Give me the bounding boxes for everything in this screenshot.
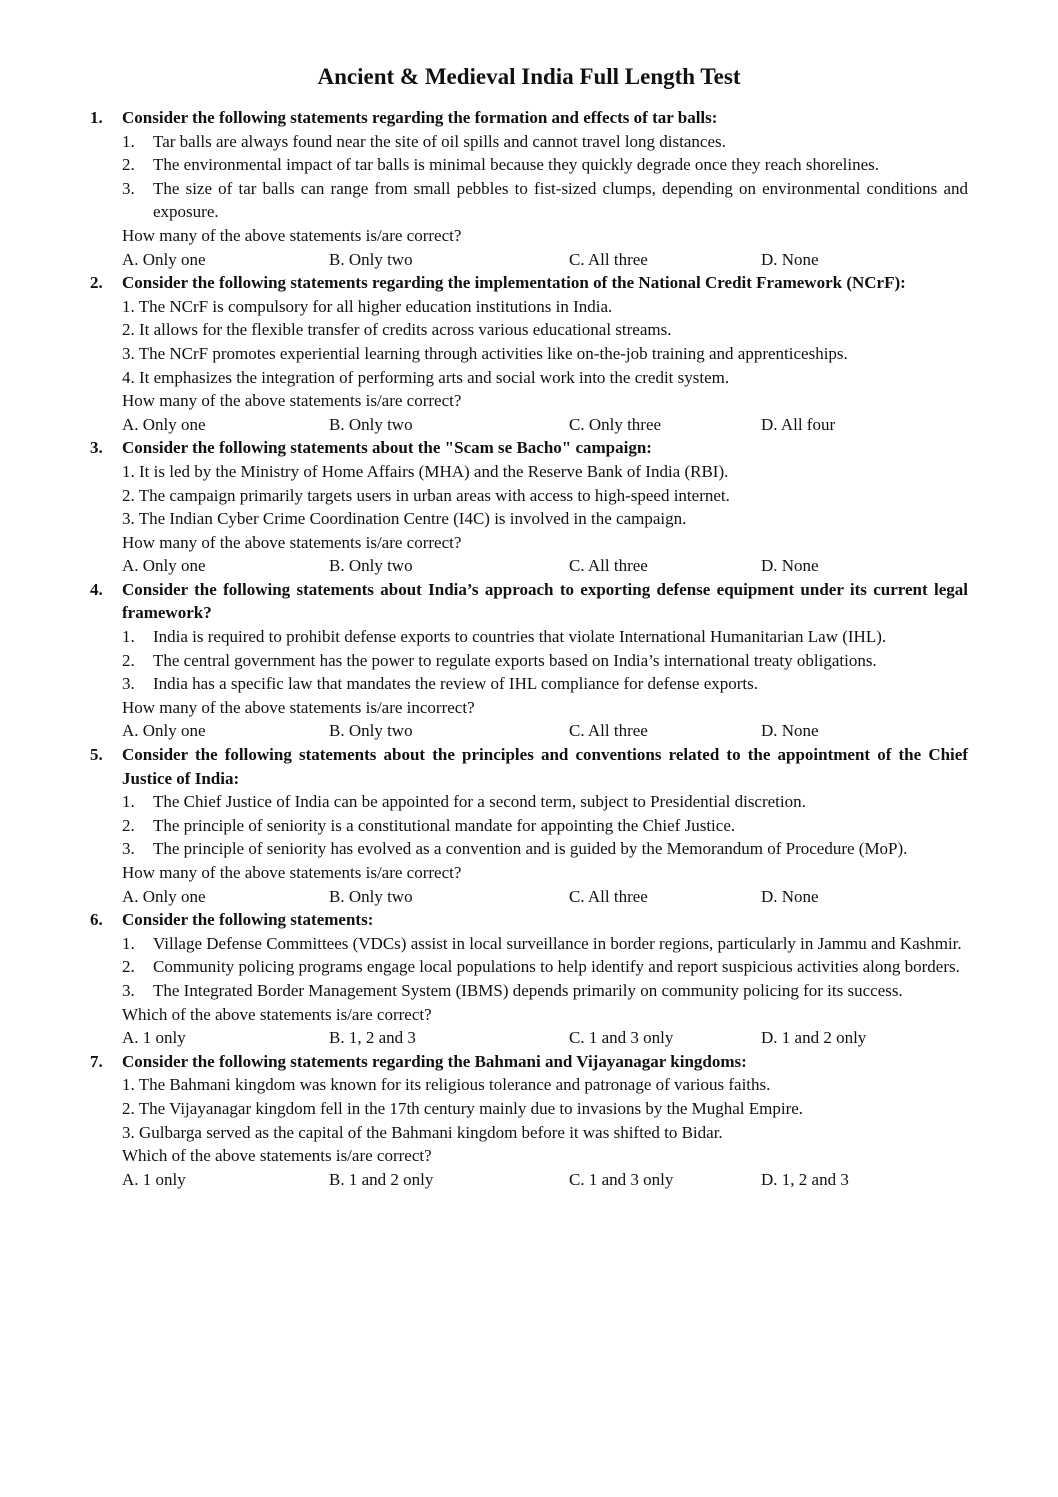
statement-text: It emphasizes the integration of performing arts and social work into the credit system. [139, 367, 730, 387]
statement-number: 2. [122, 650, 135, 670]
question [90, 578, 968, 743]
question-list [90, 106, 968, 1191]
statement [122, 649, 968, 673]
option: A. Only one [122, 886, 206, 906]
option: C. 1 and 3 only [569, 1169, 674, 1189]
question-stem: Consider the following statements regarding the Bahmani and Vijayanagar kingdoms: [122, 1051, 747, 1071]
statement-number: 3. [122, 343, 135, 363]
question-stem-row [90, 1050, 968, 1074]
option: A. Only one [122, 249, 206, 269]
question [90, 106, 968, 271]
question-stem-row [90, 106, 968, 130]
statement-text: Village Defense Committees (VDCs) assist in local surveillance in border regions, particularly in Jammu and Kashmir. [153, 933, 962, 953]
statement-number: 3. [122, 674, 135, 694]
statement-number: 1. [122, 1075, 135, 1095]
option: D. None [761, 249, 819, 269]
question-prompt: How many of the above statements is/are correct? [122, 532, 462, 552]
question [90, 908, 968, 1050]
option: D. None [761, 886, 819, 906]
question-prompt: How many of the above statements is/are correct? [122, 863, 462, 882]
option: A. 1 only [122, 1169, 186, 1189]
statement-number: 2. [122, 1098, 135, 1118]
statement-number: 3. [122, 178, 135, 198]
option: D. All four [761, 414, 836, 434]
option: A. Only one [122, 721, 206, 741]
statement [122, 366, 968, 390]
question-number: 6. [90, 910, 103, 930]
options-row [122, 554, 968, 578]
question [90, 271, 968, 436]
statement [122, 955, 968, 979]
question-stem: Consider the following statements: [122, 910, 374, 930]
statement [122, 1073, 968, 1097]
statement [122, 177, 968, 224]
statement-text: The Indian Cyber Crime Coordination Centre (I4C) is involved in the campaign. [138, 509, 687, 529]
option: A. 1 only [122, 1028, 186, 1048]
question [90, 436, 968, 578]
question-stem: Consider the following statements about India’s approach to exporting defense equipment under its current legal framework? [122, 579, 968, 623]
options-row [122, 248, 968, 272]
statement-text: India is required to prohibit defense exports to countries that violate International Humanitarian Law (IHL). [153, 627, 887, 647]
option: B. Only two [329, 556, 413, 576]
options-row [122, 719, 968, 743]
question-number: 1. [90, 108, 103, 127]
question-number: 7. [90, 1051, 103, 1071]
option: B. Only two [329, 414, 413, 434]
statement [122, 1097, 968, 1121]
statement [122, 979, 968, 1003]
statement-text: It allows for the flexible transfer of credits across various educational streams. [139, 320, 672, 340]
statement-number: 1. [122, 627, 135, 647]
options-row [122, 1168, 968, 1192]
statement-text: India has a specific law that mandates the review of IHL compliance for defense exports. [153, 674, 758, 694]
option: B. 1 and 2 only [329, 1169, 434, 1189]
option: C. All three [569, 249, 648, 269]
options-row [122, 885, 968, 909]
option: C. All three [569, 556, 648, 576]
statement [122, 932, 968, 956]
statement-number: 3. [122, 1122, 135, 1142]
statement-text: The principle of seniority is a constitutional mandate for appointing the Chief Justice. [153, 815, 736, 835]
statement-number: 3. [122, 509, 135, 529]
statement [122, 837, 968, 861]
question-number: 5. [90, 745, 103, 765]
option: C. All three [569, 886, 648, 906]
option: B. Only two [329, 249, 413, 269]
statement [122, 507, 968, 531]
question-prompt: Which of the above statements is/are correct? [122, 1004, 432, 1024]
statement-text: The Integrated Border Management System (IBMS) depends primarily on community policing for its success. [153, 980, 903, 1000]
statement-text: Community policing programs engage local populations to help identify and report suspicious activities along borders. [153, 957, 960, 977]
statement-text: Gulbarga served as the capital of the Bahmani kingdom before it was shifted to Bidar. [139, 1122, 723, 1142]
statement-text: The size of tar balls can range from small pebbles to fist-sized clumps, depending on environmental conditions and exposure. [153, 178, 968, 222]
option: D. 1, 2 and 3 [761, 1169, 849, 1189]
statement [122, 342, 968, 366]
statement-number: 3. [122, 839, 135, 859]
statement-number: 1. [122, 792, 135, 812]
statement [122, 672, 968, 696]
question-prompt: How many of the above statements is/are incorrect? [122, 697, 475, 717]
statement-number: 4. [122, 367, 135, 387]
statement-text: The Vijayanagar kingdom fell in the 17th century mainly due to invasions by the Mughal Empire. [138, 1098, 804, 1118]
question-prompt: How many of the above statements is/are correct? [122, 391, 462, 411]
statement [122, 625, 968, 649]
statement-number: 2. [122, 485, 135, 505]
statement [122, 484, 968, 508]
statement [122, 460, 968, 484]
statement-text: The Bahmani kingdom was known for its religious tolerance and patronage of various faiths. [138, 1075, 771, 1095]
question-stem: Consider the following statements about the "Scam se Bacho" campaign: [122, 438, 652, 458]
page-title: Ancient & Medieval India Full Length Test [317, 64, 741, 89]
question-stem: Consider the following statements regarding the implementation of the National Credit Framework (NCrF): [122, 273, 906, 293]
statement-text: The campaign primarily targets users in urban areas with access to high-speed internet. [138, 485, 730, 505]
statement-number: 1. [122, 461, 135, 481]
question-stem-row [90, 271, 968, 295]
question-stem-row [90, 578, 968, 625]
option: D. None [761, 721, 819, 741]
option: A. Only one [122, 556, 206, 576]
statement [122, 1121, 968, 1145]
statement-number: 3. [122, 980, 135, 1000]
statement-number: 2. [122, 957, 135, 977]
question-number: 4. [90, 579, 103, 599]
statement [122, 130, 968, 154]
statement-number: 1. [122, 131, 135, 151]
statement-text: It is led by the Ministry of Home Affairs (MHA) and the Reserve Bank of India (RBI). [139, 461, 729, 481]
options-row [122, 413, 968, 437]
statement-text: The central government has the power to regulate exports based on India’s international treaty obligations. [153, 650, 877, 670]
statement-text: The NCrF promotes experiential learning through activities like on-the-job training and apprenticeships. [138, 343, 848, 363]
option: B. Only two [329, 721, 413, 741]
statement [122, 153, 968, 177]
option: C. 1 and 3 only [569, 1028, 674, 1048]
statement-number: 2. [122, 815, 135, 835]
question-stem-row [90, 743, 968, 790]
question-stem: Consider the following statements about the principles and conventions related to the appointment of the Chief Justice of India: [122, 745, 968, 788]
question-prompt: Which of the above statements is/are correct? [122, 1146, 432, 1166]
question [90, 1050, 968, 1192]
option: D. None [761, 556, 819, 576]
statement-text: The Chief Justice of India can be appointed for a second term, subject to Presidential discretion. [153, 792, 806, 812]
statement [122, 295, 968, 319]
statement [122, 814, 968, 838]
question-stem-row [90, 908, 968, 932]
option: C. Only three [569, 414, 662, 434]
statement-number: 1. [122, 933, 135, 953]
statement-text: Tar balls are always found near the site of oil spills and cannot travel long distances. [153, 131, 726, 151]
statement-number: 2. [122, 320, 135, 340]
option: C. All three [569, 721, 648, 741]
question-prompt: How many of the above statements is/are correct? [122, 225, 462, 245]
statement-text: The principle of seniority has evolved as a convention and is guided by the Memorandum of Procedure (MoP). [153, 839, 908, 859]
option: B. 1, 2 and 3 [329, 1028, 416, 1048]
statement-text: The NCrF is compulsory for all higher education institutions in India. [138, 296, 613, 316]
statement-text: The environmental impact of tar balls is minimal because they quickly degrade once they reach shorelines. [153, 155, 880, 175]
options-row [122, 1026, 968, 1050]
statement [122, 318, 968, 342]
option: A. Only one [122, 414, 206, 434]
statement-number: 1. [122, 296, 135, 316]
statement-number: 2. [122, 155, 135, 175]
question-number: 2. [90, 273, 103, 293]
question-number: 3. [90, 438, 103, 458]
question-stem-row [90, 436, 968, 460]
question-stem: Consider the following statements regarding the formation and effects of tar balls: [122, 108, 718, 127]
statement [122, 790, 968, 814]
option: B. Only two [329, 886, 413, 906]
question [90, 743, 968, 908]
option: D. 1 and 2 only [761, 1028, 867, 1048]
